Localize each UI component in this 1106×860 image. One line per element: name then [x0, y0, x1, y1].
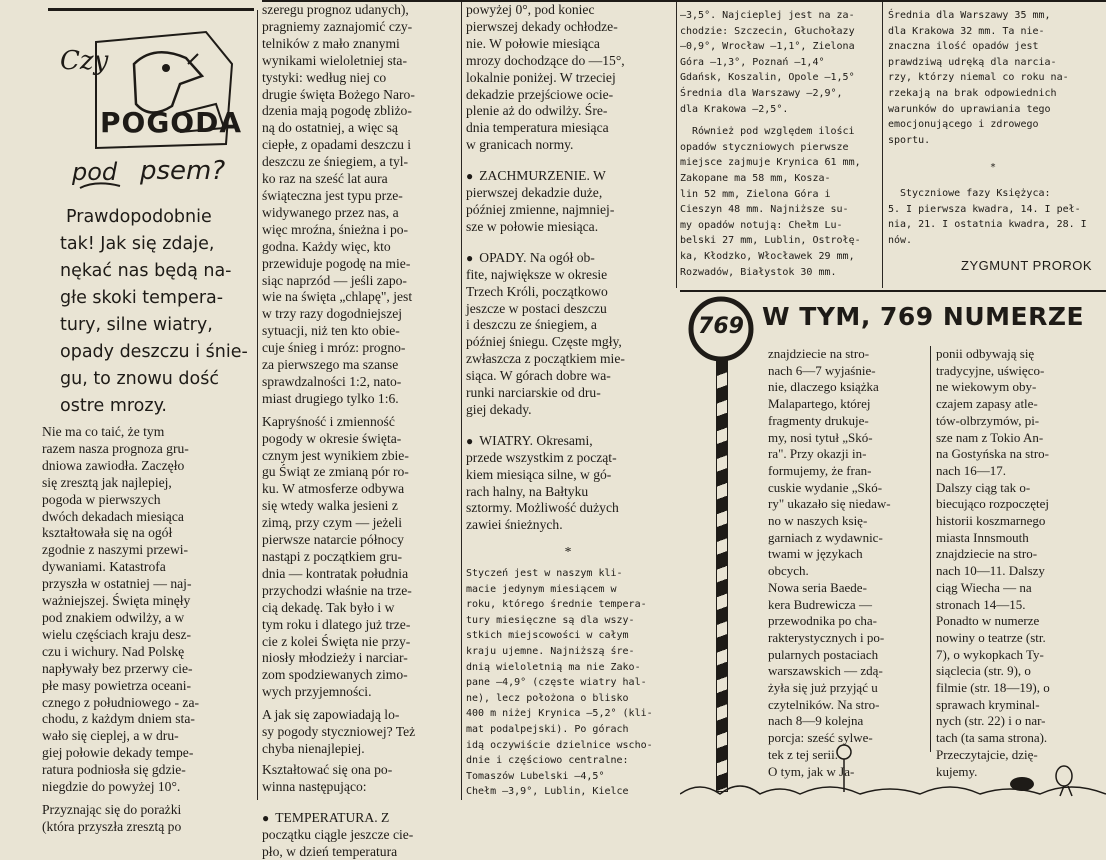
text-line: jeszcze w postaci deszczu [466, 301, 670, 318]
lead-line: Prawdopodobnie [60, 204, 250, 231]
text-line: —3,5°. Najcieplej jest na za- [680, 8, 878, 24]
text-line: formujemy, że fran- [768, 463, 924, 480]
text-line: miast drugiego tylko 1:6. [262, 391, 458, 408]
text-line: lokalnie poniżej. W trzeciej [466, 70, 670, 87]
logo-pod: pod [72, 158, 117, 186]
text-line: pane —4,9° (częste wiatry hal- [466, 675, 670, 691]
text-line: 7), o wykopkach Ty- [936, 647, 1094, 664]
text-line: powyżej 0°, pod koniec [466, 2, 670, 19]
text-line: dnia — kontratak południa [262, 566, 458, 583]
text-line: rach halny, na Bałtyku [466, 484, 670, 501]
text-line: tów-olbrzymów, pi- [936, 413, 1094, 430]
text-line: kera Budrewicza — [768, 597, 924, 614]
text-line: warszawskich — zdą- [768, 663, 924, 680]
text-line: dekadzie przejściowe ocie- [466, 87, 670, 104]
text-line: zawiei śnieżnych. [466, 517, 670, 534]
text-line: kształtowała się na ogół [42, 525, 254, 542]
column-divider [461, 2, 462, 800]
lead-line: tak! Jak się zdaje, [60, 231, 250, 258]
text-line: miasta Innsmouth [936, 530, 1094, 547]
text-line: czu i wichury. Nad Polskę [42, 644, 254, 661]
text-line: dzenia mają pogodę zbliżo- [262, 103, 458, 120]
text-line: kujemy. [936, 764, 1094, 781]
text-line: Nie ma co taić, że tym [42, 424, 254, 441]
text-line: kiem miesiąca silne, w gó- [466, 467, 670, 484]
text-line: giej połowie dekady tempe- [42, 745, 254, 762]
text-line: cie z kolei Święta nie przy- [262, 634, 458, 651]
text-line: filmie (str. 18—19), o [936, 680, 1094, 697]
text-line: pierwsze natarcie północy [262, 532, 458, 549]
text-line: znajdziecie na stro- [768, 346, 924, 363]
text-line: (która przyszła zresztą po [42, 819, 254, 836]
text-line: sportu. [888, 133, 1098, 149]
signpost-pole [716, 360, 728, 792]
text-line: dla Krakowa —2,5°. [680, 102, 878, 118]
text-line: Również pod względem ilości [680, 124, 878, 140]
text-line: twami w językach [768, 546, 924, 563]
text-line: chodzie: Szczecin, Głuchołazy [680, 24, 878, 40]
text-line: stronach 14—15. [936, 597, 1094, 614]
logo-czy: Czy [60, 46, 108, 76]
text-line: Średnia dla Warszawy 35 mm, [888, 8, 1098, 24]
text-line: zom spodziewanych zimo- [262, 667, 458, 684]
text-line: przewiduje pogodę na mie- [262, 256, 458, 273]
text-line: giej dekady. [466, 402, 670, 419]
text-line: 400 m niżej Krynica —5,2° (kli- [466, 706, 670, 722]
text-line: dniowa zawiodła. Zaczęło [42, 458, 254, 475]
text-line: my opadów notują: Chełm Lu- [680, 218, 878, 234]
lead-line: gu, to znowu dość [60, 366, 250, 393]
text-line: nach 8—9 kolejna [768, 713, 924, 730]
text-line: przede wszystkim z począt- [466, 450, 670, 467]
text-line: wynikami wieloletniej sta- [262, 53, 458, 70]
lead-line: ostre mrozy. [60, 393, 250, 420]
text-line: razem nasza prognoza gru- [42, 441, 254, 458]
text-line: gu Świąt ze zmianą pór ro- [262, 464, 458, 481]
text-line: niosły młodzieży i narciar- [262, 650, 458, 667]
text-line: stkich miejscowości w całym [466, 628, 670, 644]
text-line: żyła się już przyjąć u [768, 680, 924, 697]
text-line: ną do ostatniej, a więc są [262, 120, 458, 137]
text-line: początku ciągle jeszcze cie- [262, 827, 458, 844]
text-line: pularnych postaciach [768, 647, 924, 664]
text-line: sze nam z Tokio An- [936, 430, 1094, 447]
text-line: ponii odbywają się [936, 346, 1094, 363]
text-line: cią dekadę. Tak było i w [262, 600, 458, 617]
text-line: ciepłe, z opadami deszczu i [262, 137, 458, 154]
logo-pogoda: POGODA [100, 106, 242, 139]
text-line: później zmienne, najmniej- [466, 202, 670, 219]
text-line: dnią wieloletnią ma nie Zako- [466, 660, 670, 676]
box-top-rule [680, 290, 1106, 292]
text-line: chodu, z każdym dniem sta- [42, 711, 254, 728]
text-line: —0,9°, Wrocław —1,1°, Zielona [680, 39, 878, 55]
issue-badge [688, 296, 754, 362]
text-line: my, nosi tytuł „Skó- [768, 430, 924, 447]
text-line: emocjonującego i zdrowego [888, 117, 1098, 133]
text-line: pogody w okresie święta- [262, 431, 458, 448]
top-rule-left [48, 8, 254, 11]
logo-psem: psem? [140, 156, 225, 186]
text-line: prawdziwą udręką dla narcia- [888, 55, 1098, 71]
issue-number: 769 [688, 314, 754, 339]
climate-note [466, 566, 670, 800]
text-line: Gdańsk, Koszalin, Opole —1,5° [680, 70, 878, 86]
text-line: Ponadto w numerze [936, 613, 1094, 630]
section-heading-temperature: ● TEMPERATURA. Z [262, 810, 458, 827]
text-line: pogoda w pierwszych [42, 492, 254, 509]
text-line: dnie i częściowo centralne: [466, 753, 670, 769]
text-line: tury miesięczne są dla wszy- [466, 613, 670, 629]
text-line: wielu częściach kraju desz- [42, 627, 254, 644]
text-line: dnia temperatura miesiąca [466, 120, 670, 137]
box-column-divider [930, 346, 931, 752]
text-line: miejsce zajmuje Krynica 61 mm, [680, 155, 878, 171]
text-line: Cieszyn 48 mm. Najniższe su- [680, 202, 878, 218]
text-line: ważniejszej. Święta minęły [42, 593, 254, 610]
text-line: siąclecia (str. 9), o [936, 663, 1094, 680]
text-line: ka, Kłodzko, Włocławek 29 mm, [680, 249, 878, 265]
text-line: Przyznając się do porażki [42, 802, 254, 819]
text-line: rakterystycznych i po- [768, 630, 924, 647]
text-line: Zakopane ma 58 mm, Kosza- [680, 171, 878, 187]
article-column-1 [42, 424, 254, 836]
text-line: się zresztą jak najlepiej, [42, 475, 254, 492]
text-line: historii koszmarnego [936, 513, 1094, 530]
text-line: więc mroźna, śnieżna i po- [262, 222, 458, 239]
text-line: pierwszej dekadzie duże, [466, 185, 670, 202]
text-line: cznym jest wynikiem zbie- [262, 448, 458, 465]
text-line: runki narciarskie od dru- [466, 385, 670, 402]
text-line: świąteczna jest typu prze- [262, 188, 458, 205]
text-line: rzekają na brak odpowiednich [888, 86, 1098, 102]
section-heading-winds: ● WIATRY. Okresami, [466, 433, 670, 450]
text-line: tym roku i dlatego już trze- [262, 617, 458, 634]
text-line: biecująco rozpoczętej [936, 496, 1094, 513]
text-line: fragmenty drukuje- [768, 413, 924, 430]
lead-paragraph [60, 204, 250, 420]
text-line: ko raz na sześć lat aura [262, 171, 458, 188]
text-line: tystyki: według niej co [262, 70, 458, 87]
text-line: i deszczu ze śniegiem, a [466, 317, 670, 334]
text-line: pod znakiem odwilży, a w [42, 610, 254, 627]
text-line: sy pogody styczniowej? Też [262, 724, 458, 741]
column-divider [882, 2, 883, 288]
text-line: Dalszy ciąg tak o- [936, 480, 1094, 497]
text-line: ku. W atmosferze odbywa [262, 481, 458, 498]
section-heading-clouds: ● ZACHMURZENIE. W [466, 168, 670, 185]
text-line: w trzy razy dogodniejszej [262, 306, 458, 323]
text-line: później śniegu. Częste mgły, [466, 334, 670, 351]
text-line: się wtedy walka jesieni z [262, 498, 458, 515]
text-line: telników z mało znanymi [262, 36, 458, 53]
text-line: nia, 21. I ostatnia kwadra, 28. I [888, 217, 1098, 233]
text-line: dywaniami. Katastrofa [42, 559, 254, 576]
text-line: wie na święta „chlapę", jest [262, 289, 458, 306]
text-line: ciąg Wiecha — na [936, 580, 1094, 597]
text-line: ra". Przy okazji in- [768, 446, 924, 463]
text-line: zimą, przy czym — jeżeli [262, 515, 458, 532]
text-line: Styczniowe fazy Księżyca: [888, 186, 1098, 202]
text-line: przewodnika po cha- [768, 613, 924, 630]
text-line: zgodnie z naszymi przewi- [42, 542, 254, 559]
text-line: nowiny o teatrze (str. [936, 630, 1094, 647]
text-line: Styczeń jest w naszym kli- [466, 566, 670, 582]
text-line: Tomaszów Lubelski —4,5° [466, 769, 670, 785]
text-line: pragniemy zaznajomić czy- [262, 19, 458, 36]
text-line: idą oczywiście dzielnice wscho- [466, 738, 670, 754]
text-line: sytuacji, niż ten kto obie- [262, 323, 458, 340]
article-column-3 [466, 2, 670, 569]
text-line: czajem zapasy atle- [936, 396, 1094, 413]
text-line: lin 52 mm, Zielona Góra i [680, 187, 878, 203]
text-line: czytelników. Na stro- [768, 697, 924, 714]
text-line: zwłaszcza z początkiem mie- [466, 351, 670, 368]
lead-line: nękać nas będą na- [60, 258, 250, 285]
text-line: Trzech Króli, początkowo [466, 284, 670, 301]
text-line: cznego z południowego - za- [42, 695, 254, 712]
text-line: sprawdzalności 1:2, nato- [262, 374, 458, 391]
author-signature: ZYGMUNT PROROK [888, 258, 1098, 274]
text-line: mat podalpejski). Po górach [466, 722, 670, 738]
text-line: roku, którego średnie tempera- [466, 597, 670, 613]
text-line: tradycyjne, uświęco- [936, 363, 1094, 380]
separator-star: * [466, 544, 670, 561]
text-line: garniach z wydawnic- [768, 530, 924, 547]
text-line: drugie święta Bożego Naro- [262, 87, 458, 104]
lead-line: tury, silne wiatry, [60, 312, 250, 339]
text-line: dla Krakowa 32 mm. Ta nie- [888, 24, 1098, 40]
lead-line: opady deszczu i śnie- [60, 339, 250, 366]
text-line: O tym, jak w Ja- [768, 764, 924, 781]
weather-logo [56, 24, 252, 196]
text-line: rzy, którzy niemal co roku na- [888, 70, 1098, 86]
text-line: kraju ujemne. Najniższą śre- [466, 644, 670, 660]
text-line: siąca. W górach dobre wa- [466, 368, 670, 385]
grass-birds-illustration [680, 740, 1106, 800]
separator-star: * [888, 160, 1098, 176]
text-line: nach 16—17. [936, 463, 1094, 480]
climate-data-column-2 [888, 8, 1098, 274]
text-line: mrozy dochodzące do —15°, [466, 53, 670, 70]
text-line: niegdzie do powyżej 10°. [42, 779, 254, 796]
box-column-b [936, 346, 1094, 780]
text-line: winna następująco: [262, 779, 458, 796]
section-heading-precipitation: ● OPADY. Na ogół ob- [466, 250, 670, 267]
text-line: przychodzi właśnie na trze- [262, 583, 458, 600]
text-line: cuje śnieg i mróz: progno- [262, 340, 458, 357]
article-column-2 [262, 2, 458, 860]
text-line: nie, dlaczego książka [768, 379, 924, 396]
text-line: tach (ta sama strona). [936, 730, 1094, 747]
text-line: siąc naprzód — jeśli zapo- [262, 273, 458, 290]
text-line: wych przyjemności. [262, 684, 458, 701]
text-line: dwóch dekadach miesiąca [42, 509, 254, 526]
text-line: sze w połowie miesiąca. [466, 219, 670, 236]
text-line: znajdziecie na stro- [936, 546, 1094, 563]
text-line: tek z tej serii. [768, 747, 924, 764]
text-line: nach 10—11. Dalszy [936, 563, 1094, 580]
text-line: ne wiekowym oby- [936, 379, 1094, 396]
text-line: Średnia dla Warszawy —2,9°, [680, 86, 878, 102]
box-column-a [768, 346, 924, 780]
text-line: płe masy powietrza oceani- [42, 678, 254, 695]
text-line: cuskie wydanie „Skó- [768, 480, 924, 497]
text-line: 5. I pierwsza kwadra, 14. I peł- [888, 202, 1098, 218]
text-line: Rozwadów, Białystok 30 mm. [680, 265, 878, 281]
text-line: widywanego przez nas, a [262, 205, 458, 222]
text-line: Kształtować się ona po- [262, 762, 458, 779]
lead-line: głe skoki tempera- [60, 285, 250, 312]
text-line: chyba nienajlepiej. [262, 741, 458, 758]
text-line: w granicach normy. [466, 137, 670, 154]
text-line: nach 6—7 wyjaśnie- [768, 363, 924, 380]
text-line: nastąpi z początkiem gru- [262, 549, 458, 566]
text-line: na Gostyńska na stro- [936, 446, 1094, 463]
text-line: ratura podniosła się gdzie- [42, 762, 254, 779]
text-line: za pierwszego ma szanse [262, 357, 458, 374]
text-line: sprawach kryminal- [936, 697, 1094, 714]
box-title: W TYM, 769 NUMERZE [762, 302, 1084, 331]
text-line: belski 27 mm, Lublin, Ostrołę- [680, 233, 878, 249]
text-line: przyszła w ostatniej — naj- [42, 576, 254, 593]
text-line: godna. Każdy więc, kto [262, 239, 458, 256]
text-line: sztormy. Możliwość dużych [466, 500, 670, 517]
climate-data-column [680, 8, 878, 280]
text-line: warunków do uprawiania tego [888, 102, 1098, 118]
text-line: Góra —1,3°, Poznań —1,4° [680, 55, 878, 71]
text-line: szeregu prognoz udanych), [262, 2, 458, 19]
text-line: nie. W połowie miesiąca [466, 36, 670, 53]
text-line: no w naszych księ- [768, 513, 924, 530]
text-line: macie jedynym miesiącem w [466, 582, 670, 598]
text-line: opadów styczniowych pierwsze [680, 140, 878, 156]
text-line: fite, największe w okresie [466, 267, 670, 284]
text-line: znaczna ilość opadów jest [888, 39, 1098, 55]
text-line: Nowa seria Baede- [768, 580, 924, 597]
text-line: ne), lecz położona o blisko [466, 691, 670, 707]
text-line: Przeczytajcie, dzię- [936, 747, 1094, 764]
text-line: ry" ukazało się niedaw- [768, 496, 924, 513]
text-line: deszczu ze śniegiem, a tyl- [262, 154, 458, 171]
text-line: Kapryśność i zmienność [262, 414, 458, 431]
text-line: wało się cieplej, a w dru- [42, 728, 254, 745]
text-line: nych (str. 22) i o nar- [936, 713, 1094, 730]
text-line: Malapartego, której [768, 396, 924, 413]
column-divider [676, 2, 677, 288]
text-line: napływały bez przerwy cie- [42, 661, 254, 678]
text-line: Chełm —3,9°, Lublin, Kielce [466, 784, 670, 800]
text-line: pło, w dzień temperatura [262, 844, 458, 860]
text-line: plenie aż do odwilży. Śre- [466, 103, 670, 120]
text-line: porcja: sześć sylwe- [768, 730, 924, 747]
column-divider [257, 10, 258, 800]
text-line: obcych. [768, 563, 924, 580]
text-line: pierwszej dekady ochłodze- [466, 19, 670, 36]
text-line: A jak się zapowiadają lo- [262, 707, 458, 724]
text-line: nów. [888, 233, 1098, 249]
